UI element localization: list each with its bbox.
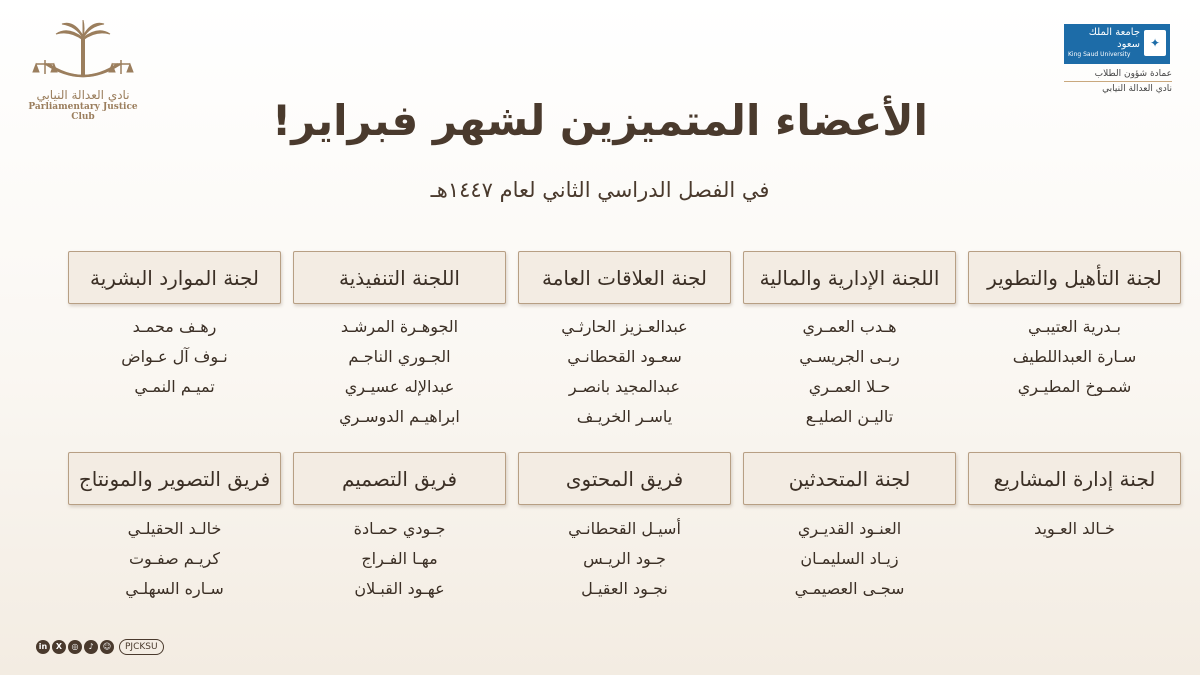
committee-title: فريق التصوير والمونتاج: [68, 452, 281, 505]
palm-swords-icon: [28, 20, 138, 90]
ksu-name-ar: جامعة الملك سعود: [1088, 27, 1140, 50]
member-name: خـالد العـويد: [1034, 519, 1115, 538]
member-name: عبدالعـزيز الحارثـي: [561, 317, 688, 336]
member-name: نـوف آل عـواض: [121, 347, 228, 366]
member-name: عبدالإله عسيـري: [344, 377, 455, 396]
member-name: الجوهـرة المرشـد: [340, 317, 459, 336]
member-name: خالـد الحقيلـي: [127, 519, 222, 538]
member-name: الجـوري الناجـم: [348, 347, 451, 366]
member-name: شمـوخ المطيـري: [1017, 377, 1132, 396]
committee-title: لجنة المتحدثين: [743, 452, 956, 505]
member-name: سـاره السهلـي: [125, 579, 224, 598]
member-name: تميـم النمـي: [134, 377, 215, 396]
member-list: [293, 312, 506, 432]
university-logo: [1064, 24, 1172, 95]
member-name: رهـف محمـد: [132, 317, 217, 336]
page-subtitle: في الفصل الدراسي الثاني لعام ١٤٤٧هـ: [430, 178, 770, 202]
committee-title: لجنة التأهيل والتطوير: [968, 251, 1181, 304]
member-list: [68, 514, 281, 604]
member-list: [68, 312, 281, 402]
social-links: [36, 638, 164, 656]
member-list: [518, 514, 731, 604]
member-name: أسيـل القحطانـي: [568, 519, 681, 538]
member-name: سعـود القحطانـي: [567, 347, 682, 366]
member-name: سجـى العصيمـي: [794, 579, 905, 598]
member-name: تاليـن الصليـع: [805, 407, 894, 426]
member-name: العنـود القديـري: [797, 519, 902, 538]
snapchat-icon[interactable]: ☺: [100, 640, 114, 654]
member-list: [293, 514, 506, 604]
member-name: حـلا العمـري: [808, 377, 891, 396]
club-label: نادي العدالة النيابي: [1102, 84, 1172, 94]
club-name-ar: نادي العدالة النيابي: [36, 88, 130, 102]
committee-title: لجنة إدارة المشاريع: [968, 452, 1181, 505]
ksu-crest-icon: ✦: [1144, 30, 1166, 56]
member-name: عبدالمجيد بانصـر: [568, 377, 681, 396]
committee-title: فريق التصميم: [293, 452, 506, 505]
club-name-en: Parliamentary Justice Club: [28, 102, 138, 122]
member-name: ابراهيـم الدوسـري: [339, 407, 460, 426]
committee-title: لجنة العلاقات العامة: [518, 251, 731, 304]
ksu-badge: [1064, 24, 1170, 64]
ksu-name-en: King Saud University: [1068, 51, 1131, 58]
tiktok-icon[interactable]: ♪: [84, 640, 98, 654]
committee-title: لجنة الموارد البشرية: [68, 251, 281, 304]
committee-title: فريق المحتوى: [518, 452, 731, 505]
member-name: زيـاد السليمـان: [800, 549, 899, 568]
member-name: ربـى الجريسـي: [799, 347, 900, 366]
member-name: جـودي حمـادة: [353, 519, 446, 538]
social-handle[interactable]: PJCKSU: [119, 639, 164, 655]
member-name: بـدرية العتيبـي: [1028, 317, 1121, 336]
member-name: ياسـر الخريـف: [576, 407, 673, 426]
member-list: [968, 312, 1181, 402]
member-name: سـارة العبداللطيف: [1012, 347, 1137, 366]
linkedin-icon[interactable]: in: [36, 640, 50, 654]
divider: [1064, 81, 1172, 82]
member-name: هـدب العمـري: [802, 317, 897, 336]
committee-title: اللجنة الإدارية والمالية: [743, 251, 956, 304]
member-list: [968, 514, 1181, 544]
deanship-label: عمادة شؤون الطلاب: [1094, 69, 1172, 79]
member-name: عهـود القبـلان: [354, 579, 445, 598]
member-list: [743, 312, 956, 432]
page-title: الأعضاء المتميزين لشهر فبراير!: [272, 96, 928, 145]
member-list: [743, 514, 956, 604]
committee-title: اللجنة التنفيذية: [293, 251, 506, 304]
member-name: مهـا الفـراج: [361, 549, 438, 568]
instagram-icon[interactable]: ◎: [68, 640, 82, 654]
member-list: [518, 312, 731, 432]
member-name: جـود الريـس: [583, 549, 666, 568]
member-name: نجـود العقيـل: [581, 579, 668, 598]
member-name: كريـم صفـوت: [128, 549, 220, 568]
x-icon[interactable]: X: [52, 640, 66, 654]
